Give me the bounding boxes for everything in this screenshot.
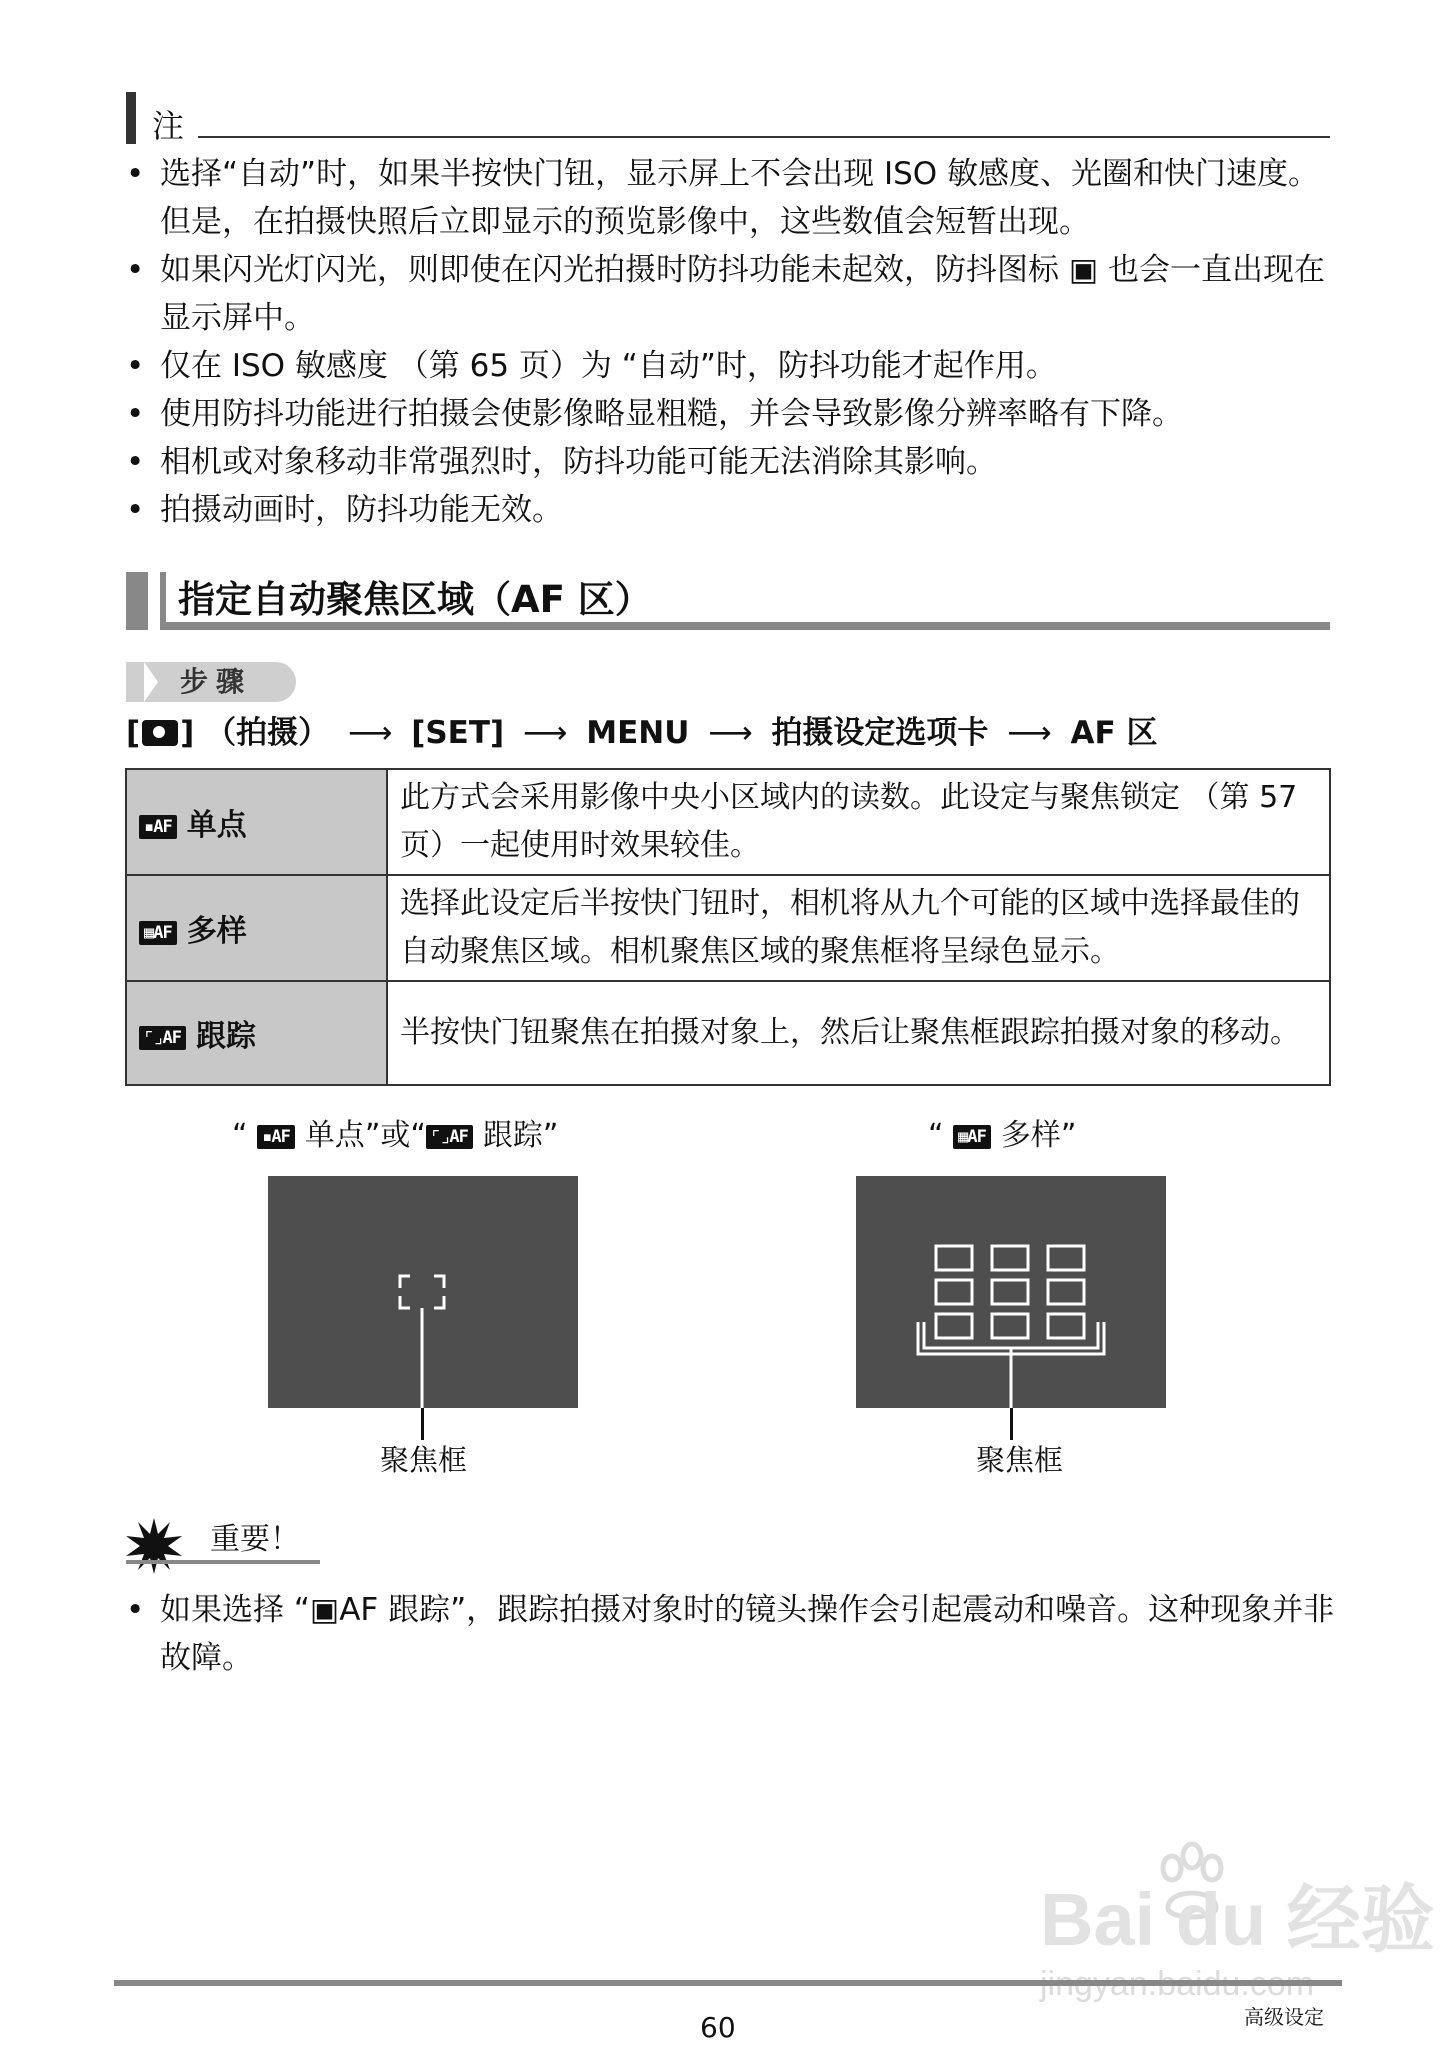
watermark-logo: Bai du 经验 [1040,1878,1435,1961]
important-item: • 如果选择 “▣AF 跟踪”，跟踪拍摄对象时的镜头操作会引起震动和噪音。这种现象并非故障。 [126,1586,1336,1682]
af-area-table [125,768,1331,1086]
caption-multi: 多样 [1000,1118,1061,1153]
arrow-icon: ⟶ [708,715,753,751]
row-label [126,875,387,981]
arrow-icon: ⟶ [347,715,393,751]
section-title: 指定自动聚焦区域（AF 区） [178,578,652,621]
quote: ” [1060,1118,1077,1153]
caption-tracking: 跟踪 [482,1118,543,1153]
caption-spot: 单点 [304,1118,365,1153]
note-item: • 如果闪光灯闪光，则即使在闪光拍摄时防抖功能未起效，防抖图标 ▣ 也会一直出现在显示屏中。 [126,246,1336,342]
right-diagram-caption [928,1116,1076,1156]
path-set: [SET] [411,715,505,751]
important-title: 重要！ [210,1522,300,1557]
steps-label: 步骤 [180,665,253,698]
path-tab: 拍摄设定选项卡 [771,715,989,751]
path-item: AF 区 [1070,715,1158,751]
quote: “ [928,1118,944,1153]
af-spot-icon: ▪AF [257,1125,295,1149]
note-item: • 拍摄动画时，防抖功能无效。 [126,486,1336,534]
arrow-icon: ⟶ [1007,715,1052,751]
page-number: 60 [700,2011,736,2044]
row-label [126,981,387,1085]
multi-screen-illustration [856,1176,1166,1408]
multi-focus-frame-icon [856,1176,1166,1408]
af-spot-icon: ▪AF [139,815,177,839]
table-row [126,875,1330,981]
steps-arrow-icon [144,662,158,702]
af-multi-icon: ▦AF [139,921,177,945]
table-row [126,981,1330,1085]
note-item: • 相机或对象移动非常强烈时，防抖功能可能无法消除其影响。 [126,438,1336,486]
row-label-text: 单点 [186,808,247,843]
caption-or: ”或“ [364,1118,426,1153]
row-desc: 半按快门钮聚焦在拍摄对象上，然后让聚焦框跟踪拍摄对象的移动。 [387,981,1330,1085]
path-menu: MENU [586,715,690,751]
arrow-icon: ⟶ [522,715,568,751]
af-tracking-icon: ⌜⌟AF [426,1125,473,1149]
note-rule [198,136,1330,138]
section-marker [126,572,148,630]
row-label [126,769,387,875]
note-item: • 仅在 ISO 敏感度 （第 65 页）为 “自动”时，防抖功能才起作用。 [126,342,1336,390]
row-desc: 选择此设定后半按快门钮时，相机将从九个可能的区域中选择最佳的自动聚焦区域。相机聚焦区域的聚焦框将呈绿色显示。 [387,875,1330,981]
important-burst-icon [126,1518,182,1574]
important-list [126,1586,1336,1682]
focus-frame-icon [268,1176,578,1408]
note-marker [126,92,136,144]
path-camera-label: （拍摄） [205,715,330,751]
right-diagram-label: 聚焦框 [976,1443,1064,1477]
quote: “ [232,1118,248,1153]
table-row [126,769,1330,875]
note-list [126,150,1336,534]
leader-line [1010,1408,1013,1440]
menu-path: [ ] （拍摄） ⟶ [SET] ⟶ MENU ⟶ 拍摄设定选项卡 ⟶ AF 区 [126,710,1157,756]
note-item: • 使用防抖功能进行拍摄会使影像略显粗糙，并会导致影像分辨率略有下降。 [126,390,1336,438]
footer-section-name: 高级设定 [1244,2005,1324,2029]
spot-screen-illustration [268,1176,578,1408]
leader-line [421,1408,424,1440]
camera-icon [142,720,178,746]
important-rule [126,1560,320,1564]
row-desc: 此方式会采用影像中央小区域内的读数。此设定与聚焦锁定 （第 57 页）一起使用时效果较佳。 [387,769,1330,875]
footer-rule [114,1980,1342,1986]
row-label-text: 跟踪 [195,1019,256,1054]
quote: ” [542,1118,559,1153]
af-multi-icon: ▦AF [953,1125,991,1149]
left-diagram-caption [232,1116,558,1156]
note-item: • 选择“自动”时，如果半按快门钮，显示屏上不会出现 ISO 敏感度、光圈和快门速度。但是，在拍摄快照后立即显示的预览影像中，这些数值会短暂出现。 [126,150,1336,246]
row-label-text: 多样 [186,914,247,949]
left-diagram-label: 聚焦框 [380,1443,468,1477]
section-rule [160,622,1330,630]
af-tracking-icon: ⌜⌟AF [139,1026,186,1050]
note-title: 注 [152,107,185,145]
